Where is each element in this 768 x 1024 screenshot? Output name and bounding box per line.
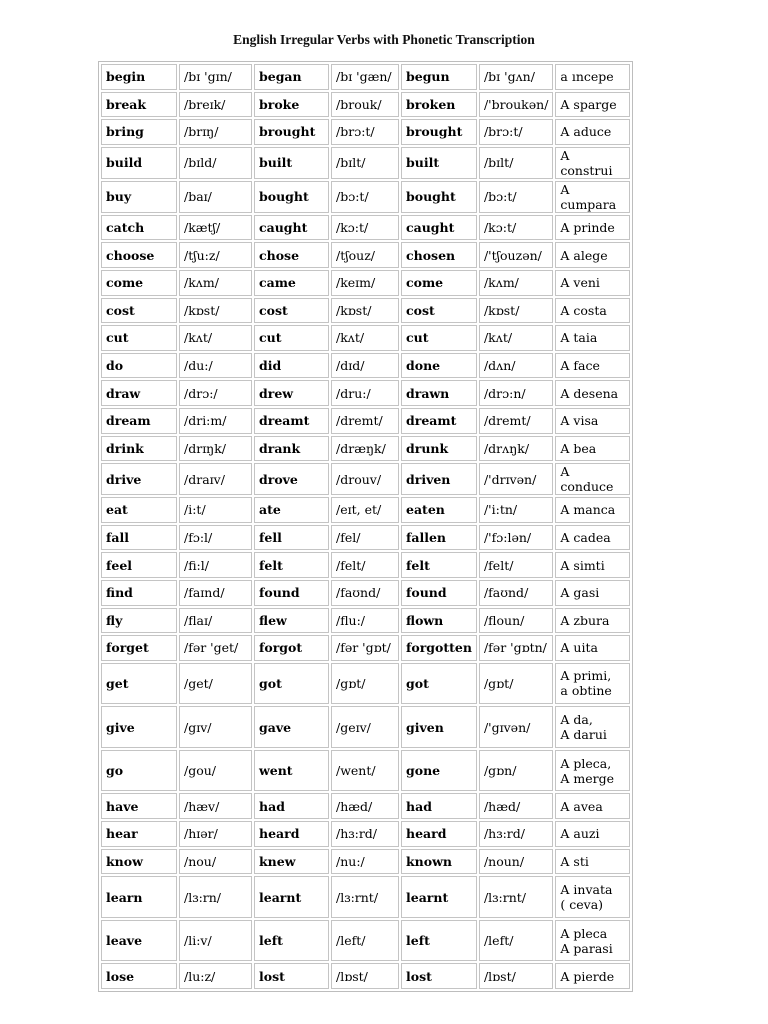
past-form-cell: left [254, 920, 329, 962]
past-form-cell: lost [254, 963, 329, 989]
past-form-cell: caught [254, 215, 329, 241]
base-ipa-cell: /du:/ [179, 353, 252, 379]
past-form-cell: went [254, 750, 329, 792]
base-ipa-cell: /lu:z/ [179, 963, 252, 989]
base-form-cell: give [101, 706, 177, 748]
table-row [101, 821, 630, 847]
past-ipa-cell: /fər 'gɒt/ [331, 635, 399, 661]
base-ipa-cell: /draɪv/ [179, 463, 252, 495]
table-row [101, 706, 630, 748]
participle-form-cell: gone [401, 750, 477, 792]
meaning-cell: A zbura [555, 608, 630, 634]
past-ipa-cell: /lɜ:rnt/ [331, 876, 399, 918]
past-ipa-cell: /left/ [331, 920, 399, 962]
meaning-cell: A cumpara [555, 181, 630, 213]
base-ipa-cell: /flaɪ/ [179, 608, 252, 634]
meaning-cell: A veni [555, 270, 630, 296]
meaning-cell: A aduce [555, 119, 630, 145]
meaning-cell: A pleca, A merge [555, 750, 630, 792]
table-row [101, 242, 630, 268]
table-row [101, 963, 630, 989]
base-ipa-cell: /fi:l/ [179, 552, 252, 578]
participle-ipa-cell: /'gɪvən/ [479, 706, 553, 748]
participle-form-cell: felt [401, 552, 477, 578]
participle-form-cell: broken [401, 92, 477, 118]
participle-ipa-cell: /noun/ [479, 849, 553, 875]
table-row [101, 408, 630, 434]
meaning-cell: A desena [555, 380, 630, 406]
base-ipa-cell: /drɪŋk/ [179, 436, 252, 462]
table-row [101, 876, 630, 918]
past-form-cell: felt [254, 552, 329, 578]
table-row [101, 119, 630, 145]
participle-ipa-cell: /faʊnd/ [479, 580, 553, 606]
table-row [101, 608, 630, 634]
past-form-cell: drew [254, 380, 329, 406]
participle-ipa-cell: /bɔ:t/ [479, 181, 553, 213]
past-form-cell: came [254, 270, 329, 296]
base-ipa-cell: /dri:m/ [179, 408, 252, 434]
table-row [101, 147, 630, 179]
past-ipa-cell: /lɒst/ [331, 963, 399, 989]
past-form-cell: built [254, 147, 329, 179]
past-form-cell: dreamt [254, 408, 329, 434]
past-form-cell: found [254, 580, 329, 606]
base-form-cell: fall [101, 525, 177, 551]
meaning-cell: A face [555, 353, 630, 379]
meaning-cell: A bea [555, 436, 630, 462]
participle-form-cell: drunk [401, 436, 477, 462]
past-ipa-cell: /fel/ [331, 525, 399, 551]
meaning-cell: A construi [555, 147, 630, 179]
base-form-cell: dream [101, 408, 177, 434]
participle-form-cell: driven [401, 463, 477, 495]
participle-form-cell: lost [401, 963, 477, 989]
meaning-cell: A prinde [555, 215, 630, 241]
participle-ipa-cell: /dʌn/ [479, 353, 553, 379]
base-form-cell: build [101, 147, 177, 179]
table-row [101, 325, 630, 351]
participle-form-cell: found [401, 580, 477, 606]
base-ipa-cell: /faɪnd/ [179, 580, 252, 606]
participle-form-cell: forgotten [401, 635, 477, 661]
verb-rows [101, 64, 630, 989]
past-ipa-cell: /kɒst/ [331, 298, 399, 324]
participle-form-cell: done [401, 353, 477, 379]
participle-form-cell: fallen [401, 525, 477, 551]
table-row [101, 436, 630, 462]
meaning-cell: A alege [555, 242, 630, 268]
past-ipa-cell: /gɒt/ [331, 663, 399, 705]
base-form-cell: lose [101, 963, 177, 989]
participle-ipa-cell: /bɪlt/ [479, 147, 553, 179]
participle-ipa-cell: /brɔ:t/ [479, 119, 553, 145]
table-row [101, 380, 630, 406]
base-form-cell: break [101, 92, 177, 118]
participle-form-cell: given [401, 706, 477, 748]
base-ipa-cell: /fər 'get/ [179, 635, 252, 661]
participle-form-cell: drawn [401, 380, 477, 406]
table-row [101, 552, 630, 578]
participle-ipa-cell: /left/ [479, 920, 553, 962]
table-row [101, 298, 630, 324]
past-form-cell: did [254, 353, 329, 379]
past-ipa-cell: /bɪ 'gæn/ [331, 64, 399, 90]
past-ipa-cell: /hɜ:rd/ [331, 821, 399, 847]
participle-form-cell: eaten [401, 497, 477, 523]
past-form-cell: ate [254, 497, 329, 523]
table-row [101, 353, 630, 379]
base-form-cell: leave [101, 920, 177, 962]
participle-ipa-cell: /fər 'gɒtn/ [479, 635, 553, 661]
past-ipa-cell: /flu:/ [331, 608, 399, 634]
table-row [101, 497, 630, 523]
meaning-cell: A cadea [555, 525, 630, 551]
past-form-cell: heard [254, 821, 329, 847]
base-form-cell: get [101, 663, 177, 705]
meaning-cell: A manca [555, 497, 630, 523]
participle-form-cell: cut [401, 325, 477, 351]
meaning-cell: A uita [555, 635, 630, 661]
meaning-cell: A simti [555, 552, 630, 578]
base-form-cell: go [101, 750, 177, 792]
participle-form-cell: built [401, 147, 477, 179]
past-ipa-cell: /kʌt/ [331, 325, 399, 351]
participle-form-cell: flown [401, 608, 477, 634]
participle-form-cell: heard [401, 821, 477, 847]
table-row [101, 463, 630, 495]
base-ipa-cell: /breɪk/ [179, 92, 252, 118]
past-form-cell: forgot [254, 635, 329, 661]
meaning-cell: A auzi [555, 821, 630, 847]
past-ipa-cell: /nu:/ [331, 849, 399, 875]
table-row [101, 525, 630, 551]
past-ipa-cell: /drouv/ [331, 463, 399, 495]
base-ipa-cell: /tʃu:z/ [179, 242, 252, 268]
participle-ipa-cell: /drɔ:n/ [479, 380, 553, 406]
participle-ipa-cell: /drʌŋk/ [479, 436, 553, 462]
meaning-cell: A sparge [555, 92, 630, 118]
base-ipa-cell: /fɔ:l/ [179, 525, 252, 551]
base-ipa-cell: /drɔ:/ [179, 380, 252, 406]
participle-ipa-cell: /'tʃouzən/ [479, 242, 553, 268]
base-ipa-cell: /bɪld/ [179, 147, 252, 179]
past-ipa-cell: /dɪd/ [331, 353, 399, 379]
participle-ipa-cell: /kɔ:t/ [479, 215, 553, 241]
base-form-cell: have [101, 793, 177, 819]
past-form-cell: got [254, 663, 329, 705]
participle-ipa-cell: /dremt/ [479, 408, 553, 434]
meaning-cell: A costa [555, 298, 630, 324]
base-ipa-cell: /brɪŋ/ [179, 119, 252, 145]
irregular-verbs-table [98, 61, 633, 992]
participle-form-cell: left [401, 920, 477, 962]
table-row [101, 64, 630, 90]
table-row [101, 750, 630, 792]
base-form-cell: come [101, 270, 177, 296]
base-ipa-cell: /kɒst/ [179, 298, 252, 324]
base-ipa-cell: /nou/ [179, 849, 252, 875]
past-form-cell: broke [254, 92, 329, 118]
past-form-cell: bought [254, 181, 329, 213]
past-ipa-cell: /dru:/ [331, 380, 399, 406]
base-ipa-cell: /get/ [179, 663, 252, 705]
meaning-cell: A invata ( ceva) [555, 876, 630, 918]
participle-ipa-cell: /'i:tn/ [479, 497, 553, 523]
base-form-cell: draw [101, 380, 177, 406]
base-form-cell: buy [101, 181, 177, 213]
participle-ipa-cell: /gɒt/ [479, 663, 553, 705]
base-form-cell: feel [101, 552, 177, 578]
base-form-cell: choose [101, 242, 177, 268]
base-form-cell: fly [101, 608, 177, 634]
past-form-cell: cut [254, 325, 329, 351]
base-form-cell: cost [101, 298, 177, 324]
past-ipa-cell: /bɔ:t/ [331, 181, 399, 213]
meaning-cell: A conduce [555, 463, 630, 495]
participle-form-cell: caught [401, 215, 477, 241]
participle-form-cell: dreamt [401, 408, 477, 434]
participle-form-cell: cost [401, 298, 477, 324]
base-ipa-cell: /li:v/ [179, 920, 252, 962]
base-form-cell: bring [101, 119, 177, 145]
table-row [101, 635, 630, 661]
base-form-cell: know [101, 849, 177, 875]
past-ipa-cell: /eɪt, et/ [331, 497, 399, 523]
base-ipa-cell: /lɜ:rn/ [179, 876, 252, 918]
participle-ipa-cell: /'fɔ:lən/ [479, 525, 553, 551]
participle-ipa-cell: /hɜ:rd/ [479, 821, 553, 847]
base-ipa-cell: /gou/ [179, 750, 252, 792]
past-form-cell: knew [254, 849, 329, 875]
past-ipa-cell: /hæd/ [331, 793, 399, 819]
base-form-cell: hear [101, 821, 177, 847]
participle-ipa-cell: /floun/ [479, 608, 553, 634]
participle-ipa-cell: /kɒst/ [479, 298, 553, 324]
participle-ipa-cell: /kʌt/ [479, 325, 553, 351]
past-form-cell: flew [254, 608, 329, 634]
past-form-cell: brought [254, 119, 329, 145]
base-ipa-cell: /gɪv/ [179, 706, 252, 748]
past-form-cell: had [254, 793, 329, 819]
participle-ipa-cell: /gɒn/ [479, 750, 553, 792]
participle-form-cell: begun [401, 64, 477, 90]
base-ipa-cell: /bɪ 'gɪn/ [179, 64, 252, 90]
past-form-cell: gave [254, 706, 329, 748]
meaning-cell: A taia [555, 325, 630, 351]
base-ipa-cell: /kʌm/ [179, 270, 252, 296]
base-ipa-cell: /hɪər/ [179, 821, 252, 847]
table-row [101, 920, 630, 962]
table-row [101, 181, 630, 213]
table-row [101, 793, 630, 819]
table-row [101, 849, 630, 875]
past-ipa-cell: /went/ [331, 750, 399, 792]
past-form-cell: learnt [254, 876, 329, 918]
table-row [101, 663, 630, 705]
base-form-cell: learn [101, 876, 177, 918]
past-form-cell: chose [254, 242, 329, 268]
participle-form-cell: brought [401, 119, 477, 145]
participle-ipa-cell: /'drɪvən/ [479, 463, 553, 495]
participle-form-cell: learnt [401, 876, 477, 918]
participle-ipa-cell: /kʌm/ [479, 270, 553, 296]
meaning-cell: A visa [555, 408, 630, 434]
table-row [101, 92, 630, 118]
table-row [101, 215, 630, 241]
past-ipa-cell: /faʊnd/ [331, 580, 399, 606]
past-ipa-cell: /keɪm/ [331, 270, 399, 296]
meaning-cell: A pleca A parasi [555, 920, 630, 962]
base-form-cell: cut [101, 325, 177, 351]
base-form-cell: eat [101, 497, 177, 523]
past-ipa-cell: /dræŋk/ [331, 436, 399, 462]
past-form-cell: fell [254, 525, 329, 551]
base-ipa-cell: /hæv/ [179, 793, 252, 819]
past-form-cell: drove [254, 463, 329, 495]
meaning-cell: A avea [555, 793, 630, 819]
page-title: English Irregular Verbs with Phonetic Transcription [233, 32, 535, 47]
past-ipa-cell: /bɪlt/ [331, 147, 399, 179]
base-ipa-cell: /kætʃ/ [179, 215, 252, 241]
participle-form-cell: got [401, 663, 477, 705]
meaning-cell: A gasi [555, 580, 630, 606]
participle-ipa-cell: /hæd/ [479, 793, 553, 819]
table-row [101, 270, 630, 296]
participle-ipa-cell: /lɜ:rnt/ [479, 876, 553, 918]
past-form-cell: drank [254, 436, 329, 462]
base-form-cell: forget [101, 635, 177, 661]
table-row [101, 580, 630, 606]
meaning-cell: a ıncepe [555, 64, 630, 90]
participle-form-cell: come [401, 270, 477, 296]
meaning-cell: A primi, a obtine [555, 663, 630, 705]
base-form-cell: find [101, 580, 177, 606]
past-ipa-cell: /brɔ:t/ [331, 119, 399, 145]
base-form-cell: begin [101, 64, 177, 90]
past-form-cell: began [254, 64, 329, 90]
participle-ipa-cell: /felt/ [479, 552, 553, 578]
participle-ipa-cell: /bɪ 'gʌn/ [479, 64, 553, 90]
base-ipa-cell: /kʌt/ [179, 325, 252, 351]
past-ipa-cell: /tʃouz/ [331, 242, 399, 268]
base-form-cell: drive [101, 463, 177, 495]
participle-ipa-cell: /lɒst/ [479, 963, 553, 989]
participle-form-cell: known [401, 849, 477, 875]
past-form-cell: cost [254, 298, 329, 324]
past-ipa-cell: /kɔ:t/ [331, 215, 399, 241]
past-ipa-cell: /geɪv/ [331, 706, 399, 748]
meaning-cell: A da, A darui [555, 706, 630, 748]
participle-form-cell: chosen [401, 242, 477, 268]
participle-form-cell: bought [401, 181, 477, 213]
participle-form-cell: had [401, 793, 477, 819]
base-form-cell: drink [101, 436, 177, 462]
base-ipa-cell: /baɪ/ [179, 181, 252, 213]
past-ipa-cell: /brouk/ [331, 92, 399, 118]
meaning-cell: A pierde [555, 963, 630, 989]
base-ipa-cell: /i:t/ [179, 497, 252, 523]
base-form-cell: do [101, 353, 177, 379]
participle-ipa-cell: /'broukən/ [479, 92, 553, 118]
past-ipa-cell: /felt/ [331, 552, 399, 578]
meaning-cell: A sti [555, 849, 630, 875]
base-form-cell: catch [101, 215, 177, 241]
past-ipa-cell: /dremt/ [331, 408, 399, 434]
